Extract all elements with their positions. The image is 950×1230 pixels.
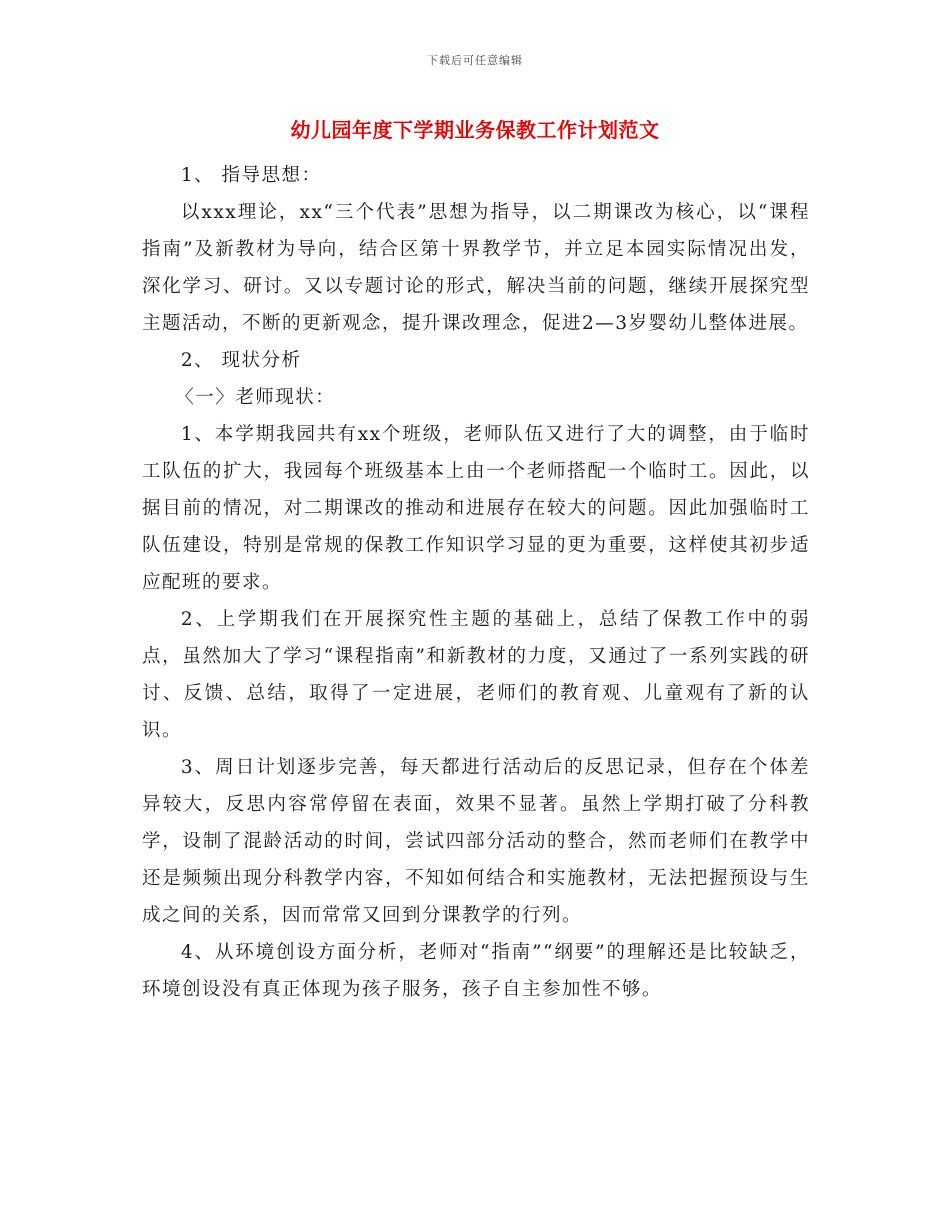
paragraph-item-2: 2、上学期我们在开展探究性主题的基础上，总结了保教工作中的弱点，虽然加大了学习“课程指南”和新教材的力度，又通过了一系列实践的研讨、反馈、总结，取得了一定进展，老师们的教育观、儿童观有了新的认识。 (142, 609, 810, 741)
document-title: 幼儿园年度下学期业务保教工作计划范文 (290, 118, 660, 142)
paragraph-item-3: 3、周日计划逐步完善，每天都进行活动后的反思记录，但存在个体差异较大，反思内容常停留在表面，效果不显著。虽然上学期打破了分科教学，设制了混龄活动的时间，尝试四部分活动的整合，然而老师们在教学中还是频频出现分科教学内容，不知如何结合和实施教材，无法把握预设与生成之间的关系，因而常常又回到分课教学的行列。 (142, 757, 810, 926)
paragraph-item-1: 1、本学期我园共有xx个班级，老师队伍又进行了大的调整，由于临时工队伍的扩大，我园每个班级基本上由一个老师搭配一个临时工。因此，以据目前的情况，对二期课改的推动和进展存在较大的问题。因此加强临时工队伍建设，特别是常规的保教工作知识学习显的更为重要，这样使其初步适应配班的要求。 (142, 424, 810, 593)
subsection-heading-teacher-status: 〈一〉老师现状： (175, 387, 336, 408)
page-header-note: 下载后可任意编辑 (427, 54, 523, 67)
paragraph-item-4: 4、从环境创设方面分析，老师对“指南”“纲要”的理解还是比较缺乏，环境创设没有真正体现为孩子服务，孩子自主参加性不够。 (142, 942, 810, 1000)
document-body (142, 157, 810, 1008)
paragraph-guiding-ideology: 以xxx理论，xx“三个代表”思想为指导，以二期课改为核心，以“课程指南”及新教材为导向，结合区第十界教学节，并立足本园实际情况出发，深化学习、研讨。又以专题讨论的形式，解决当前的问题，继续开展探究型主题活动，不断的更新观念，提升课改理念，促进2—3岁婴幼儿整体进展。 (142, 202, 810, 334)
section-heading-guiding-ideology: 1、 指导思想： (180, 165, 322, 186)
section-heading-status-analysis: 2、 现状分析 (180, 350, 302, 371)
